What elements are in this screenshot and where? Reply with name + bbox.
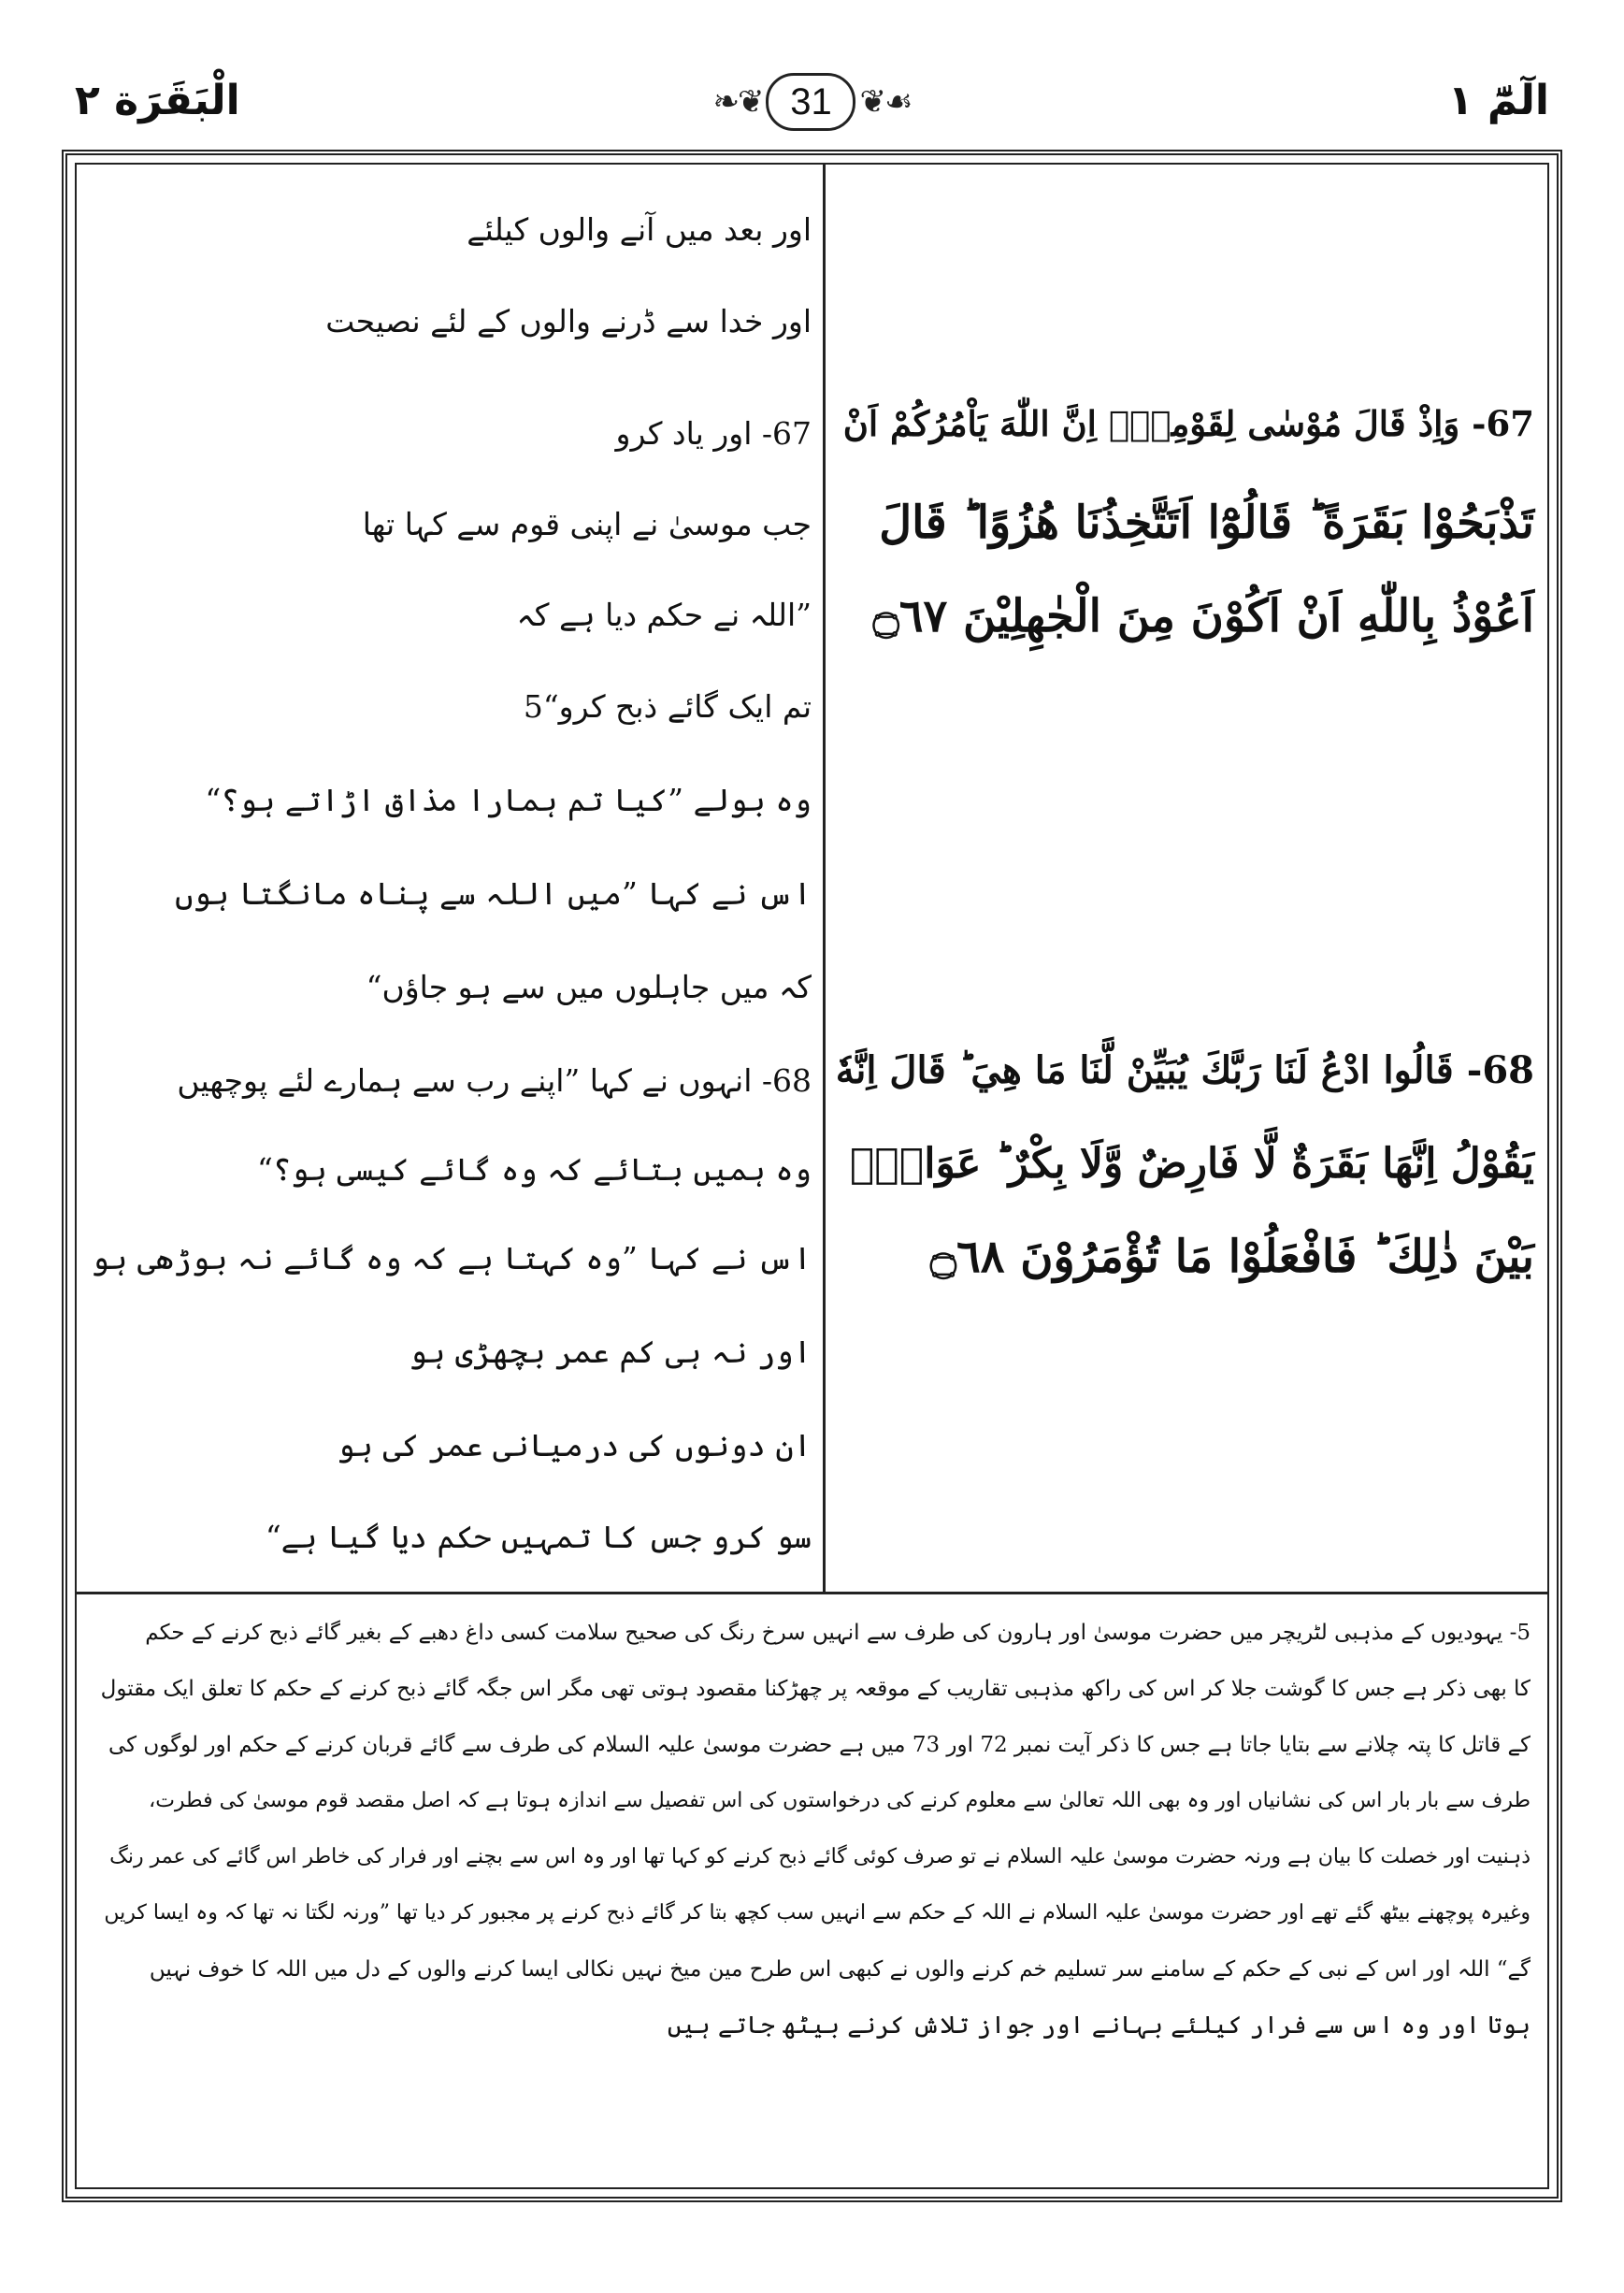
footnote-line: وغیرہ پوچھنے بیٹھ گئے تھے اور حضرت موسیٰ علیہ السلام نے اللہ کے حکم سے انہیں سب کچھ بتا کر گائے ذبح کرنے پر مجبور کر دیا تھا ”ورنہ لگتا نہ تھا کہ وہ ایسا کریں: [104, 1901, 1531, 1925]
translation-line: ان دونوں کی درمیانی عمر کی ہو: [337, 1427, 812, 1464]
translation-line: جب موسیٰ نے اپنی قوم سے کہا تھا: [362, 506, 812, 542]
translation-line: کہ میں جاہلوں میں سے ہو جاؤں“: [366, 969, 812, 1005]
footnote: [93, 1605, 1531, 2054]
translation-line: اور بعد میں آنے والوں کیلئے: [467, 211, 812, 248]
translation-line: اس نے کہا ”وہ کہتا ہے کہ وہ گائے نہ بوڑھی ہو: [91, 1240, 812, 1276]
translation-line: تم ایک گائے ذبح کرو“5: [523, 688, 812, 725]
arabic-verse-line: 67- وَاِذْ قَالَ مُوْسٰى لِقَوْمِهٖٓ اِنَّ اللّٰهَ يَاْمُرُكُمْ اَنْ: [842, 403, 1534, 444]
page-number: 31: [767, 73, 856, 131]
footnote-line: گے“ اللہ اور اس کے نبی کے حکم کے سامنے سر تسلیم خم کرنے والوں نے کبھی اس طرح مین میخ نہیں نکالی ایسا کرنے والوں کے دل میں اللہ کا خوف نہیں: [149, 1957, 1531, 1982]
arabic-verse-line: 68- قَالُوا ادْعُ لَنَا رَبَّكَ يُبَيِّنْ لَّنَا مَا هِيَ ؕ قَالَ اِنَّهٗ: [835, 1048, 1534, 1092]
translation-column: [77, 165, 823, 1592]
arabic-verse-line: اَعُوْذُ بِاللّٰهِ اَنْ اَكُوْنَ مِنَ الْجٰهِلِيْنَ ۝٦٧: [872, 590, 1534, 642]
translation-line: 68- انہوں نے کہا ”اپنے رب سے ہمارے لئے پوچھیں: [177, 1062, 812, 1099]
footnote-divider: [77, 1592, 1547, 1594]
arabic-column: [826, 165, 1547, 1592]
translation-line: ”اللہ نے حکم دیا ہے کہ: [516, 597, 812, 633]
translation-line: وہ ہمیں بتائے کہ وہ گائے کیسی ہو؟“: [256, 1151, 812, 1188]
translation-line: اس نے کہا ”میں اللہ سے پناہ مانگتا ہوں: [175, 875, 812, 912]
translation-line: وہ بولے ”کیا تم ہمارا مذاق اڑاتے ہو؟“: [205, 782, 812, 818]
right-ornament-icon: ❦☙: [859, 83, 912, 121]
footnote-line: کا بھی ذکر ہے جس کا گوشت جلا کر اس کی راکھ مذہبی تقاریب کے موقعہ پر چھڑکنا مقصود ہوتی تھی مگر اس جگہ گائے ذبح کرنے کے حکم کا تعلق ایک مقتول: [100, 1677, 1531, 1701]
footnote-line: ذہنیت اور خصلت کا بیان ہے ورنہ حضرت موسیٰ علیہ السلام نے تو صرف کوئی گائے ذبح کرنے کو کہا تھا اور وہ اس سے بچنے اور فرار کی خاطر اس گائے کی عمر رنگ: [109, 1845, 1531, 1868]
arabic-verse-line: تَذْبَحُوْا بَقَرَةً ؕ قَالُوْٓا اَتَتَّخِذُنَا هُزُوًا ؕ قَالَ: [879, 497, 1534, 549]
footnote-line: کے قاتل کا پتہ چلانے سے بتایا جاتا ہے جس کا ذکر آیت نمبر 72 اور 73 میں ہے حضرت موسیٰ علیہ السلام کی طرف سے گائے قربان کرنے کے حکم اور لوگوں کی: [108, 1733, 1531, 1757]
page-number-ornament: [713, 73, 912, 131]
translation-line: سو کرو جس کا تمہیں حکم دیا گیا ہے“: [265, 1519, 812, 1555]
page-frame: [62, 150, 1562, 2202]
translation-line: اور خدا سے ڈرنے والوں کے لئے نصیحت: [325, 303, 812, 339]
left-ornament-icon: ❧❦: [712, 83, 763, 121]
translation-line: 67- اور یاد کرو: [615, 415, 812, 452]
juz-title: الٓمّٓ ١: [1447, 77, 1549, 124]
footnote-line: طرف سے بار بار اس کی نشانیاں اور وہ بھی اللہ تعالیٰ سے معلوم کرنے کی درخواستوں کی اس تفصیل سے اندازہ ہوتا ہے کہ اصل مقصد قوم موسیٰ کی فطرت،: [149, 1789, 1531, 1812]
translation-line: اور نہ ہی کم عمر بچھڑی ہو: [409, 1334, 812, 1370]
page-header: [65, 73, 1559, 148]
content-area: [75, 163, 1549, 2189]
surah-title: الْبَقَرَة ٢: [75, 77, 240, 124]
footnote-line: ہوتا اور وہ اس سے فرار کیلئے بہانے اور جواز تلاش کرنے بیٹھ جاتے ہیں: [667, 2012, 1531, 2040]
arabic-verse-line: يَقُوْلُ اِنَّهَا بَقَرَةٌ لَّا فَارِضٌ وَّلَا بِكْرٌ ؕ عَوَانٌۢ: [850, 1140, 1534, 1188]
footnote-line: 5- یہودیوں کے مذہبی لٹریچر میں حضرت موسیٰ اور ہارون کی طرف سے انہیں سرخ رنگ کی صحیح سلامت کسی داغ دھبے کے بغیر گائے ذبح کرنے کے حکم: [145, 1621, 1531, 1645]
arabic-verse-line: بَيْنَ ذٰلِكَ ؕ فَافْعَلُوْا مَا تُؤْمَرُوْنَ ۝٦٨: [929, 1231, 1534, 1283]
